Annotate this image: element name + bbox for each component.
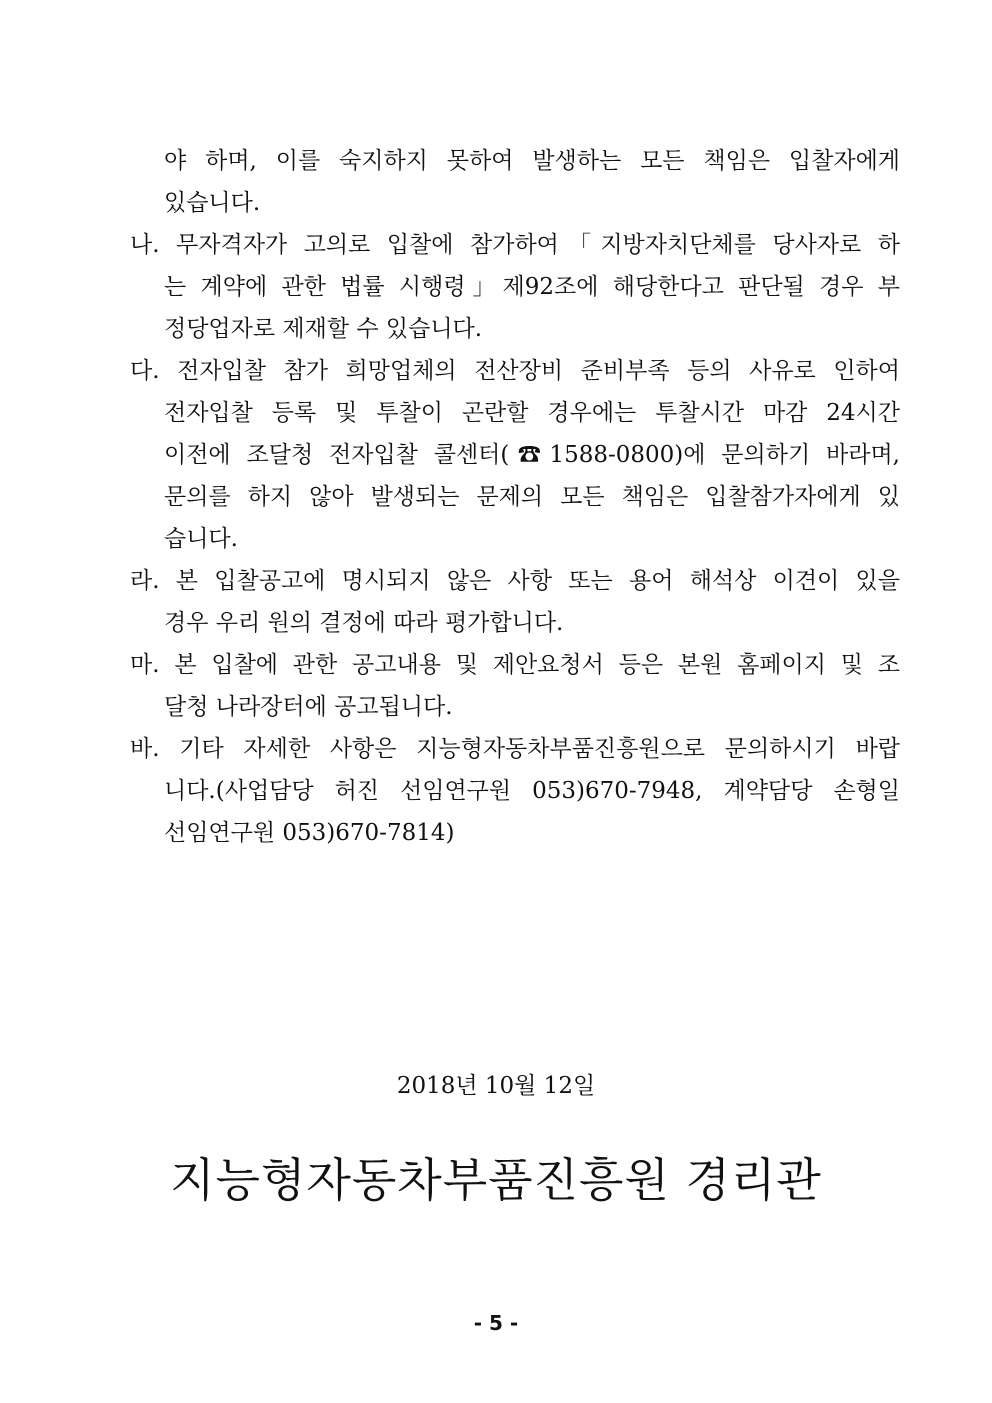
paragraph-continuation	[130, 140, 900, 224]
list-item-da	[130, 350, 900, 560]
list-item-na	[130, 224, 900, 350]
text-line: 라. 본 입찰공고에 명시되지 않은 사항 또는 용어 해석상 이견이 있을	[130, 568, 900, 594]
text-line: 다. 전자입찰 참가 희망업체의 전산장비 준비부족 등의 사유로 인하여	[130, 358, 900, 384]
list-item-ra	[130, 560, 900, 644]
page-number: - 5 -	[473, 1311, 519, 1335]
announcement-date: 2018년 10월 12일	[396, 1073, 596, 1099]
text-line: 는 계약에 관한 법률 시행령」제92조에 해당한다고 판단될 경우 부	[164, 274, 900, 300]
list-item-ma	[130, 644, 900, 728]
text-line: 선임연구원 053)670-7814)	[164, 820, 455, 846]
body-text	[130, 140, 900, 854]
text-line: 달청 나라장터에 공고됩니다.	[164, 694, 453, 720]
text-line: 습니다.	[164, 526, 238, 552]
text-line: 경우 우리 원의 결정에 따라 평가합니다.	[164, 610, 564, 636]
text-line: 정당업자로 제재할 수 있습니다.	[164, 316, 483, 342]
text-line: 야 하며, 이를 숙지하지 못하여 발생하는 모든 책임은 입찰자에게	[164, 148, 900, 174]
text-line: 니다.(사업담당 허진 선임연구원 053)670-7948, 계약담당 손형일	[164, 778, 900, 804]
text-line: 문의를 하지 않아 발생되는 문제의 모든 책임은 입찰참가자에게 있	[164, 484, 900, 510]
issuer-title: 지능형자동차부품진흥원 경리관	[170, 1153, 822, 1207]
text-line: 전자입찰 등록 및 투찰이 곤란할 경우에는 투찰시간 마감 24시간	[164, 400, 900, 426]
text-line: 있습니다.	[164, 190, 261, 216]
text-line: 바. 기타 자세한 사항은 지능형자동차부품진흥원으로 문의하시기 바랍	[130, 736, 900, 762]
list-item-ba	[130, 728, 900, 854]
text-line: 나. 무자격자가 고의로 입찰에 참가하여「지방자치단체를 당사자로 하	[130, 232, 900, 258]
text-line: 마. 본 입찰에 관한 공고내용 및 제안요청서 등은 본원 홈페이지 및 조	[130, 652, 900, 678]
text-line: 이전에 조달청 전자입찰 콜센터(☎1588-0800)에 문의하기 바라며,	[164, 442, 900, 468]
